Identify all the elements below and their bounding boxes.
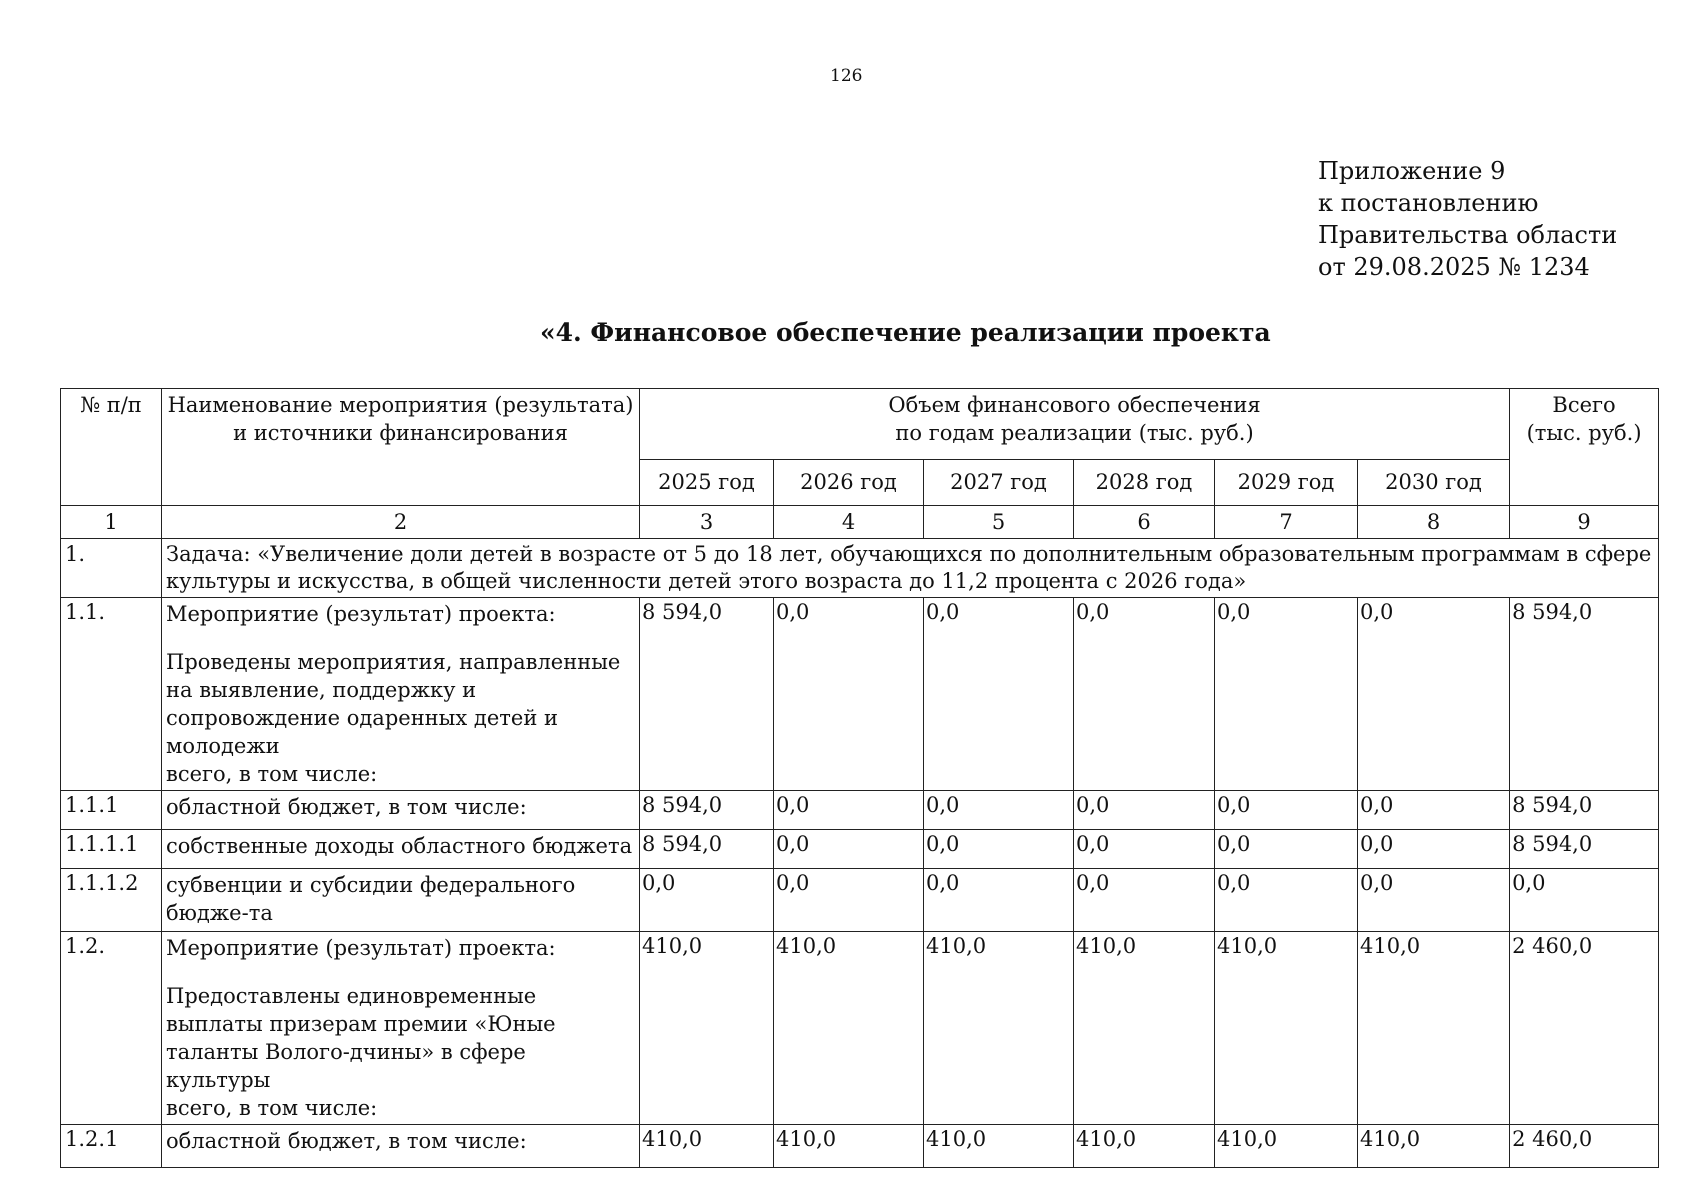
row-name: областной бюджет, в том числе: (162, 791, 640, 830)
task-code: 1. (61, 539, 162, 598)
value-2027: 410,0 (924, 1125, 1074, 1168)
value-2025: 8 594,0 (640, 830, 774, 869)
value-2028: 0,0 (1074, 598, 1215, 791)
value-2025: 8 594,0 (640, 598, 774, 791)
page-number: 126 (830, 66, 863, 86)
row-code: 1.1.1.1 (61, 830, 162, 869)
row-description-total: всего, в том числе: (166, 1096, 378, 1120)
appendix-block (1318, 155, 1617, 283)
row-code: 1.2. (61, 932, 162, 1125)
column-number-row (61, 506, 1659, 539)
appendix-line-2: к постановлению (1318, 189, 1539, 217)
column-number: 4 (774, 506, 924, 539)
column-number: 5 (924, 506, 1074, 539)
row-title: Мероприятие (результат) проекта: (166, 602, 556, 626)
value-2027: 0,0 (924, 598, 1074, 791)
row-description: Проведены мероприятия, направленные на выявление, поддержку и сопровождение одаренных детей и молодежи (166, 650, 621, 758)
row-code: 1.1. (61, 598, 162, 791)
header-volume (640, 389, 1510, 460)
table-row (61, 830, 1659, 869)
value-2026: 410,0 (774, 932, 924, 1125)
header-year: 2025 год (640, 460, 774, 506)
value-2029: 410,0 (1215, 932, 1358, 1125)
header-volume-line2: по годам реализации (тыс. руб.) (895, 421, 1254, 445)
table-row (61, 791, 1659, 830)
row-code: 1.1.1.2 (61, 869, 162, 932)
value-2026: 0,0 (774, 598, 924, 791)
row-description: Предоставлены единовременные выплаты призерам премии «Юные таланты Волого-дчины» в сфере культуры (166, 984, 556, 1092)
value-2028: 410,0 (1074, 1125, 1215, 1168)
header-year: 2028 год (1074, 460, 1215, 506)
value-2026: 410,0 (774, 1125, 924, 1168)
value-2027: 0,0 (924, 791, 1074, 830)
header-num: № п/п (61, 389, 162, 506)
value-total: 2 460,0 (1510, 1125, 1659, 1168)
value-2027: 0,0 (924, 869, 1074, 932)
header-volume-line1: Объем финансового обеспечения (888, 393, 1261, 417)
row-description-total: всего, в том числе: (166, 762, 378, 786)
header-year: 2026 год (774, 460, 924, 506)
value-total: 8 594,0 (1510, 791, 1659, 830)
table-row (61, 1125, 1659, 1168)
value-total: 2 460,0 (1510, 932, 1659, 1125)
value-2030: 0,0 (1358, 791, 1510, 830)
value-total: 0,0 (1510, 869, 1659, 932)
value-2028: 0,0 (1074, 830, 1215, 869)
value-2025: 0,0 (640, 869, 774, 932)
value-2025: 8 594,0 (640, 791, 774, 830)
value-2029: 0,0 (1215, 830, 1358, 869)
value-2026: 0,0 (774, 791, 924, 830)
value-2026: 0,0 (774, 869, 924, 932)
column-number: 2 (162, 506, 640, 539)
column-number: 9 (1510, 506, 1659, 539)
value-2028: 410,0 (1074, 932, 1215, 1125)
header-year: 2027 год (924, 460, 1074, 506)
header-year: 2030 год (1358, 460, 1510, 506)
task-text: Задача: «Увеличение доли детей в возрасте от 5 до 18 лет, обучающихся по дополнительным образовательным программам в сфере культуры и искусства, в общей численности детей этого возраста до 11,2 процента с 2026 года» (162, 539, 1659, 598)
value-2030: 0,0 (1358, 830, 1510, 869)
value-2028: 0,0 (1074, 869, 1215, 932)
value-2030: 410,0 (1358, 932, 1510, 1125)
value-2030: 0,0 (1358, 869, 1510, 932)
value-total: 8 594,0 (1510, 830, 1659, 869)
table-row (61, 932, 1659, 1125)
table-row (61, 598, 1659, 791)
value-2027: 0,0 (924, 830, 1074, 869)
value-2029: 410,0 (1215, 1125, 1358, 1168)
task-row (61, 539, 1659, 598)
header-total (1510, 389, 1659, 506)
value-2029: 0,0 (1215, 869, 1358, 932)
row-name: областной бюджет, в том числе: (162, 1125, 640, 1168)
appendix-line-4: от 29.08.2025 № 1234 (1318, 253, 1590, 281)
financing-table (60, 388, 1659, 1168)
header-name: Наименование мероприятия (результата) и источники финансирования (162, 389, 640, 506)
value-2030: 0,0 (1358, 598, 1510, 791)
value-2025: 410,0 (640, 932, 774, 1125)
value-2028: 0,0 (1074, 791, 1215, 830)
row-name: субвенции и субсидии федерального бюдже-та (162, 869, 640, 932)
row-code: 1.2.1 (61, 1125, 162, 1168)
row-name: собственные доходы областного бюджета (162, 830, 640, 869)
table-row (61, 869, 1659, 932)
value-total: 8 594,0 (1510, 598, 1659, 791)
column-number: 3 (640, 506, 774, 539)
appendix-line-1: Приложение 9 (1318, 157, 1506, 185)
header-total-line2: (тыс. руб.) (1526, 421, 1642, 445)
header-row (61, 389, 1659, 460)
appendix-line-3: Правительства области (1318, 221, 1618, 249)
value-2025: 410,0 (640, 1125, 774, 1168)
header-year: 2029 год (1215, 460, 1358, 506)
header-total-line1: Всего (1552, 393, 1616, 417)
row-code: 1.1.1 (61, 791, 162, 830)
value-2027: 410,0 (924, 932, 1074, 1125)
column-number: 1 (61, 506, 162, 539)
value-2030: 410,0 (1358, 1125, 1510, 1168)
row-name (162, 932, 640, 1125)
value-2029: 0,0 (1215, 791, 1358, 830)
row-title: Мероприятие (результат) проекта: (166, 936, 556, 960)
column-number: 7 (1215, 506, 1358, 539)
value-2026: 0,0 (774, 830, 924, 869)
column-number: 6 (1074, 506, 1215, 539)
row-name (162, 598, 640, 791)
value-2029: 0,0 (1215, 598, 1358, 791)
column-number: 8 (1358, 506, 1510, 539)
document-title: «4. Финансовое обеспечение реализации проекта (540, 318, 1271, 347)
